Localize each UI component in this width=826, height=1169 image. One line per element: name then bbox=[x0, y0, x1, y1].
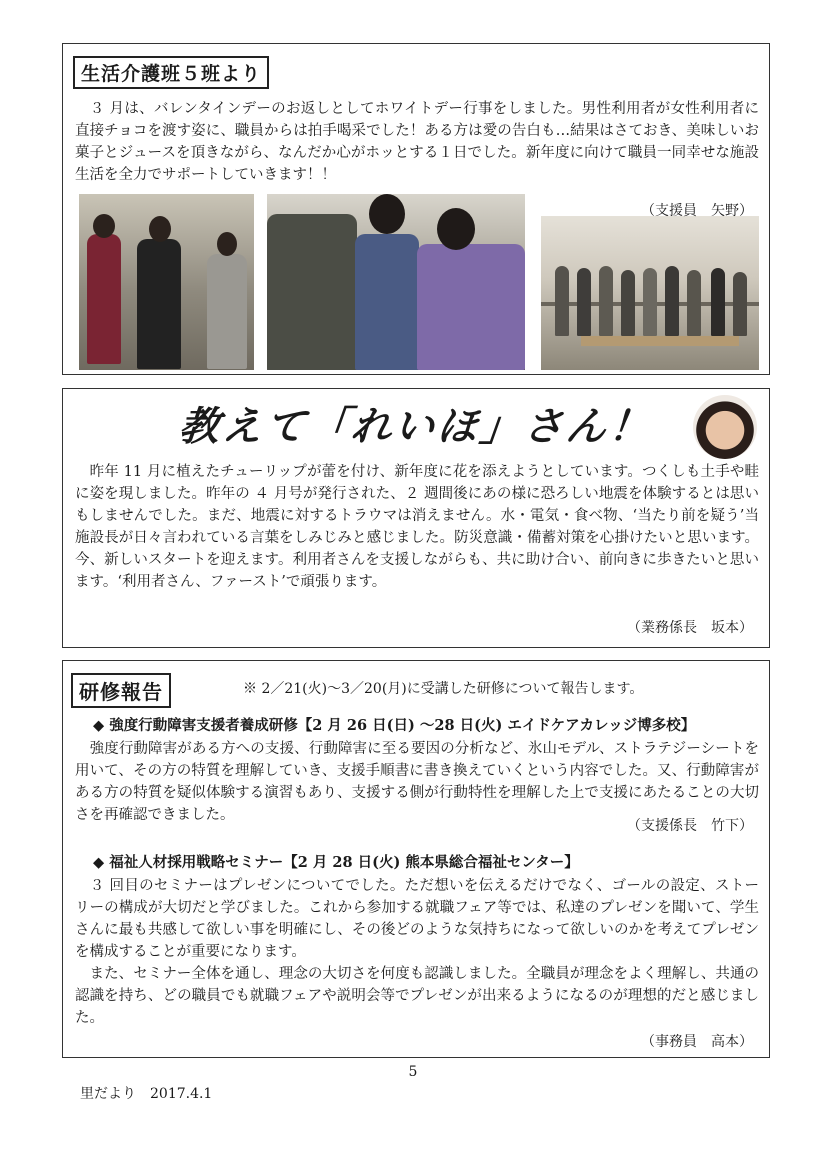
section-body: 昨年 11 月に植えたチューリップが蕾を付け、新年度に花を添えようとしています。つくしも土手や畦に姿を現しました。昨年の ４ 月号が発行された、２ 週間後にあの様に恐ろしい地震を体験するとは思いもしませんでした。まだ、地震に対するトラウマは消えません。水・電気・食べ物、‘当たり前を疑う’当施設長が日々言われている言葉をしみじみと感じました。防災意識・備蓄対策を心掛けたいと思います。今、新しいスタートを迎えます。利用者さんを支援しながらも、共に助け合い、前向きに歩きたいと思います。‘利用者さん、ファースト’で頑張ります。 bbox=[75, 464, 759, 590]
signature: （事務員 高本） bbox=[641, 1034, 753, 1050]
section-care-team bbox=[62, 43, 770, 375]
page-number: 5 bbox=[408, 1064, 418, 1080]
section-training-report bbox=[62, 660, 770, 1058]
training-title-1: ◆ 強度行動障害支援者養成研修【2 月 26 日(日) 〜28 日(火) エイドケアカレッジ博多校】 bbox=[93, 717, 696, 734]
section-heading: 生活介護班５班より bbox=[73, 56, 269, 89]
signature: （支援係長 竹下） bbox=[627, 818, 753, 834]
training-body-2: ３ 回目のセミナーはプレゼンについてでした。ただ想いを伝えるだけでなく、ゴールの設定、ストーリーの構成が大切だと学びました。これから参加する就職フェア等では、私達のプレゼンを聞いて、学生さんに最も共感して欲しい事を明確にし、その後どのような気持ちになって欲しいのかを考えてプレゼンを構成することが重要になります。 また、セミナー全体を通し、理念の大切さを何度も認識しました。全職員が理念をよく理解し、共通の認識を持ち、どの職員でも就職フェアや説明会等でプレゼンが出来るようになるのが理想的だと感じました。 bbox=[75, 878, 759, 1026]
footer: 里だより 2017.4.1 bbox=[80, 1086, 213, 1102]
author-portrait bbox=[693, 395, 757, 459]
event-photo-3 bbox=[541, 216, 759, 370]
section-note: ※ 2／21(火)〜3／20(月)に受講した研修について報告します。 bbox=[243, 681, 644, 697]
section-heading: 研修報告 bbox=[71, 673, 171, 708]
event-photo-1 bbox=[79, 194, 254, 370]
section-body: ３ 月は、バレンタインデーのお返しとしてホワイトデー行事をしました。男性利用者が女性利用者に直接チョコを渡す姿に、職員からは拍手喝采でした！ある方は愛の告白も…結果はさておき、美味しいお菓子とジュースを頂きながら、なんだか心がホッとする１日でした。新年度に向けて職員一同幸せな施設生活を全力でサポートしていきます！！ bbox=[75, 101, 759, 183]
training-body-1: 強度行動障害がある方への支援、行動障害に至る要因の分析など、氷山モデル、ストラテジーシートを用いて、その方の特質を理解していき、支援手順書に書き換えていくという内容でした。又、行動障害がある方の特質を疑似体験する演習もあり、支援する側が行動特性を理解した上で支援にあたることの大切さを再確認できました。 bbox=[75, 741, 759, 823]
section-title: 教えて「れいほ」さん！ bbox=[176, 404, 655, 450]
signature: （業務係長 坂本） bbox=[627, 620, 753, 636]
training-title-2: ◆ 福祉人材採用戦略セミナー【2 月 28 日(火) 熊本県総合福祉センター】 bbox=[93, 854, 579, 871]
signature: （支援員 矢野） bbox=[641, 203, 753, 219]
section-ask-reiho bbox=[62, 388, 770, 648]
event-photo-2 bbox=[267, 194, 525, 370]
